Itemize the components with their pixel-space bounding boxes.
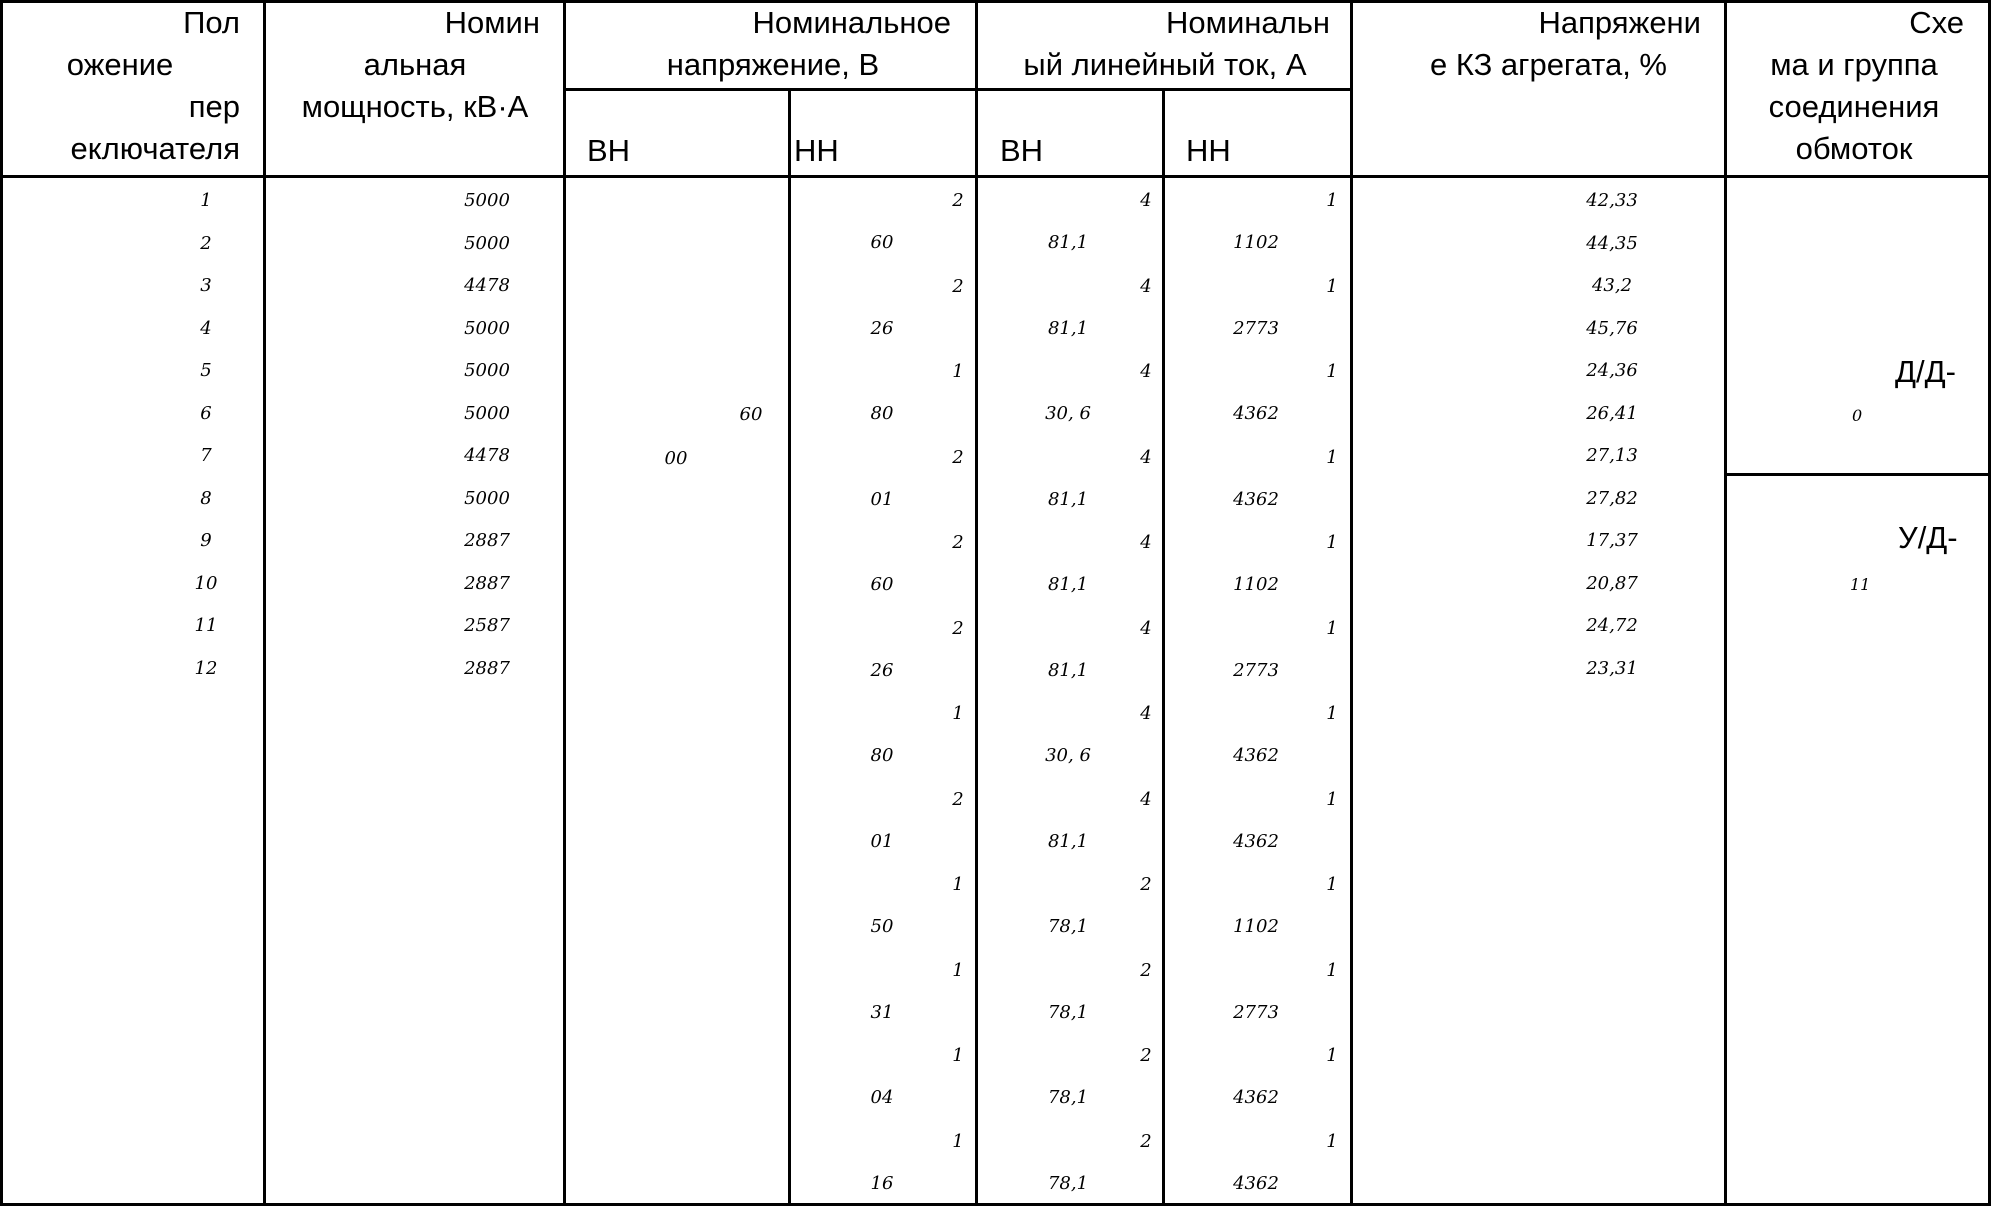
subheader-current-hv: ВН — [1000, 133, 1044, 168]
subheader-current-lv: НН — [1186, 133, 1231, 168]
rated-power-cell: 5000 — [464, 317, 510, 339]
header-line: пер — [188, 89, 240, 124]
header-line: ма и группа — [1770, 47, 1938, 82]
switch-position-cell: 3 — [200, 275, 212, 296]
header-line: ый линейный ток, А — [1023, 47, 1307, 82]
rated-power-cell: 2887 — [464, 530, 510, 551]
hv-current-top-digit: 4 — [1140, 532, 1152, 553]
hv-current-cell: 30, 6 — [1045, 403, 1091, 424]
lv-voltage-cell: 01 — [870, 488, 894, 510]
short-circuit-voltage-cell: 45,76 — [1586, 317, 1638, 339]
subheader-voltage-lv: НН — [794, 133, 839, 168]
hv-current-cell: 78,1 — [1047, 916, 1089, 937]
lv-current-top-digit: 1 — [1326, 190, 1338, 211]
switch-position-cell: 11 — [194, 615, 218, 636]
scheme-delta-delta-group: 0 — [1852, 406, 1863, 425]
hv-current-top-digit: 4 — [1140, 617, 1152, 639]
lv-voltage-cell: 26 — [870, 659, 894, 681]
switch-position-cell: 9 — [200, 530, 212, 551]
lv-voltage-cell: 60 — [870, 574, 894, 595]
header-line: напряжение, В — [666, 47, 880, 82]
col-border-6 — [1350, 0, 1353, 1206]
lv-current-cell: 4362 — [1233, 830, 1279, 852]
short-circuit-voltage-cell: 24,36 — [1586, 360, 1638, 381]
header-winding-scheme — [1730, 2, 1964, 170]
header-line: соединения — [1768, 89, 1940, 124]
lv-current-top-digit: 1 — [1326, 703, 1338, 724]
short-circuit-voltage-cell: 17,37 — [1586, 530, 1638, 551]
short-circuit-voltage-cell: 23,31 — [1586, 657, 1638, 679]
lv-voltage-top-digit: 2 — [952, 275, 964, 297]
col-border-4 — [975, 0, 978, 1206]
lv-current-top-digit: 1 — [1326, 874, 1338, 895]
header-line: обмоток — [1795, 131, 1913, 166]
lv-voltage-top-digit: 1 — [952, 874, 964, 895]
col-border-2 — [563, 0, 566, 1206]
hv-voltage-part-a: 60 — [739, 404, 763, 425]
header-line: Пол — [183, 5, 240, 40]
lv-current-cell: 2773 — [1233, 659, 1279, 681]
header-line: Напряжени — [1538, 5, 1701, 40]
lv-current-cell: 4362 — [1233, 1087, 1279, 1108]
rated-power-cell: 2587 — [464, 615, 510, 636]
short-circuit-voltage-cell: 44,35 — [1586, 232, 1638, 254]
switch-position-cell: 8 — [200, 487, 212, 509]
lv-voltage-top-digit: 2 — [952, 788, 964, 810]
rated-power-cell: 4478 — [464, 275, 510, 296]
col-border-3 — [788, 88, 791, 1206]
hv-current-cell: 81,1 — [1047, 317, 1089, 339]
switch-position-cell: 10 — [194, 572, 218, 594]
rated-power-cell: 2887 — [464, 572, 510, 594]
hv-current-top-digit: 2 — [1140, 1130, 1152, 1152]
scheme-star-delta-group: 11 — [1850, 575, 1871, 594]
lv-current-top-digit: 1 — [1326, 532, 1338, 553]
lv-current-cell: 1102 — [1233, 574, 1279, 595]
lv-voltage-top-digit: 2 — [952, 617, 964, 639]
short-circuit-voltage-cell: 24,72 — [1586, 615, 1638, 636]
short-circuit-voltage-cell: 43,2 — [1591, 275, 1633, 296]
header-line: е КЗ агрегата, % — [1430, 47, 1667, 82]
switch-position-cell: 5 — [200, 360, 212, 381]
subheader-voltage-hv: ВН — [587, 133, 631, 168]
lv-voltage-top-digit: 1 — [952, 959, 964, 981]
lv-current-top-digit: 1 — [1326, 1045, 1338, 1066]
header-rated-current — [980, 2, 1330, 86]
switch-position-cell: 7 — [200, 445, 212, 466]
lv-current-cell: 1102 — [1233, 232, 1279, 253]
col-border-7 — [1724, 0, 1727, 1206]
short-circuit-voltage-cell: 27,13 — [1586, 445, 1638, 466]
rated-power-cell: 5000 — [464, 487, 510, 509]
lv-current-cell: 4362 — [1233, 745, 1279, 766]
header-line: мощность, кВ·А — [301, 89, 529, 124]
hv-current-cell: 81,1 — [1047, 830, 1089, 852]
lv-voltage-cell: 80 — [870, 403, 894, 424]
lv-current-cell: 2773 — [1233, 1001, 1279, 1023]
lv-voltage-cell: 50 — [870, 916, 894, 937]
lv-voltage-cell: 60 — [870, 232, 894, 253]
lv-voltage-cell: 80 — [870, 745, 894, 766]
scheme-divider-rule — [1726, 473, 1991, 476]
lv-current-cell: 2773 — [1233, 317, 1279, 339]
switch-position-cell: 2 — [200, 232, 212, 254]
hv-current-top-digit: 4 — [1140, 703, 1152, 724]
hv-current-cell: 81,1 — [1047, 488, 1089, 510]
header-rated-voltage — [570, 2, 951, 86]
scheme-delta-delta: Д/Д- — [1895, 354, 1956, 389]
lv-voltage-top-digit: 1 — [952, 703, 964, 724]
lv-voltage-cell: 16 — [870, 1172, 894, 1194]
hv-voltage-part-b: 00 — [664, 448, 688, 469]
lv-voltage-top-digit: 1 — [952, 1045, 964, 1066]
hv-current-top-digit: 2 — [1140, 959, 1152, 981]
short-circuit-voltage-cell: 26,41 — [1586, 402, 1638, 424]
header-short-circuit-voltage — [1356, 2, 1701, 86]
short-circuit-voltage-cell: 20,87 — [1586, 572, 1638, 594]
header-line: Номинальн — [1166, 5, 1330, 40]
hv-current-cell: 81,1 — [1047, 659, 1089, 681]
lv-current-top-digit: 1 — [1326, 1130, 1338, 1152]
hv-current-cell: 30, 6 — [1045, 745, 1091, 766]
col-border-5 — [1162, 88, 1165, 1206]
hv-current-top-digit: 4 — [1140, 361, 1152, 382]
short-circuit-voltage-cell: 42,33 — [1586, 190, 1638, 211]
lv-voltage-top-digit: 2 — [952, 446, 964, 468]
hv-current-top-digit: 2 — [1140, 874, 1152, 895]
hv-current-cell: 78,1 — [1047, 1087, 1089, 1108]
header-line: Номин — [444, 5, 540, 40]
rated-power-cell: 5000 — [464, 232, 510, 254]
lv-current-top-digit: 1 — [1326, 617, 1338, 639]
lv-current-cell: 4362 — [1233, 403, 1279, 424]
lv-current-top-digit: 1 — [1326, 446, 1338, 468]
header-switch-position — [10, 2, 240, 170]
voltage-subheader-rule — [564, 88, 1352, 91]
lv-voltage-cell: 01 — [870, 830, 894, 852]
header-rated-power — [270, 2, 540, 128]
rated-power-cell: 5000 — [464, 190, 510, 211]
hv-current-top-digit: 2 — [1140, 1045, 1152, 1066]
hv-current-cell: 81,1 — [1047, 232, 1089, 253]
rated-power-cell: 4478 — [464, 445, 510, 466]
lv-current-top-digit: 1 — [1326, 275, 1338, 297]
lv-current-top-digit: 1 — [1326, 788, 1338, 810]
lv-voltage-top-digit: 2 — [952, 532, 964, 553]
hv-current-top-digit: 4 — [1140, 275, 1152, 297]
hv-current-top-digit: 4 — [1140, 788, 1152, 810]
lv-voltage-cell: 31 — [870, 1001, 894, 1023]
hv-current-cell: 78,1 — [1047, 1172, 1089, 1194]
switch-position-cell: 6 — [200, 402, 212, 424]
header-line: Номинальное — [752, 5, 951, 40]
rated-power-cell: 2887 — [464, 657, 510, 679]
rated-power-cell: 5000 — [464, 402, 510, 424]
lv-current-top-digit: 1 — [1326, 361, 1338, 382]
col-border-1 — [263, 0, 266, 1206]
rated-power-cell: 5000 — [464, 360, 510, 381]
hv-current-top-digit: 4 — [1140, 446, 1152, 468]
lv-current-cell: 1102 — [1233, 916, 1279, 937]
lv-voltage-top-digit: 1 — [952, 1130, 964, 1152]
lv-voltage-cell: 26 — [870, 317, 894, 339]
col-border-0 — [0, 0, 3, 1206]
lv-voltage-cell: 04 — [870, 1087, 894, 1108]
header-line: еключателя — [70, 131, 240, 166]
header-line: ожение — [66, 47, 174, 82]
hv-current-cell: 78,1 — [1047, 1001, 1089, 1023]
lv-current-cell: 4362 — [1233, 488, 1279, 510]
switch-position-cell: 4 — [200, 317, 212, 339]
header-line: альная — [363, 47, 467, 82]
hv-current-cell: 81,1 — [1047, 574, 1089, 595]
short-circuit-voltage-cell: 27,82 — [1586, 487, 1638, 509]
switch-position-cell: 1 — [200, 190, 212, 211]
lv-voltage-top-digit: 1 — [952, 361, 964, 382]
header-line: Схе — [1909, 5, 1964, 40]
switch-position-cell: 12 — [194, 657, 218, 679]
header-bottom-rule — [0, 175, 1991, 178]
lv-current-cell: 4362 — [1233, 1172, 1279, 1194]
lv-voltage-top-digit: 2 — [952, 190, 964, 211]
hv-current-top-digit: 4 — [1140, 190, 1152, 211]
lv-current-top-digit: 1 — [1326, 959, 1338, 981]
scheme-star-delta: У/Д- — [1898, 520, 1958, 555]
